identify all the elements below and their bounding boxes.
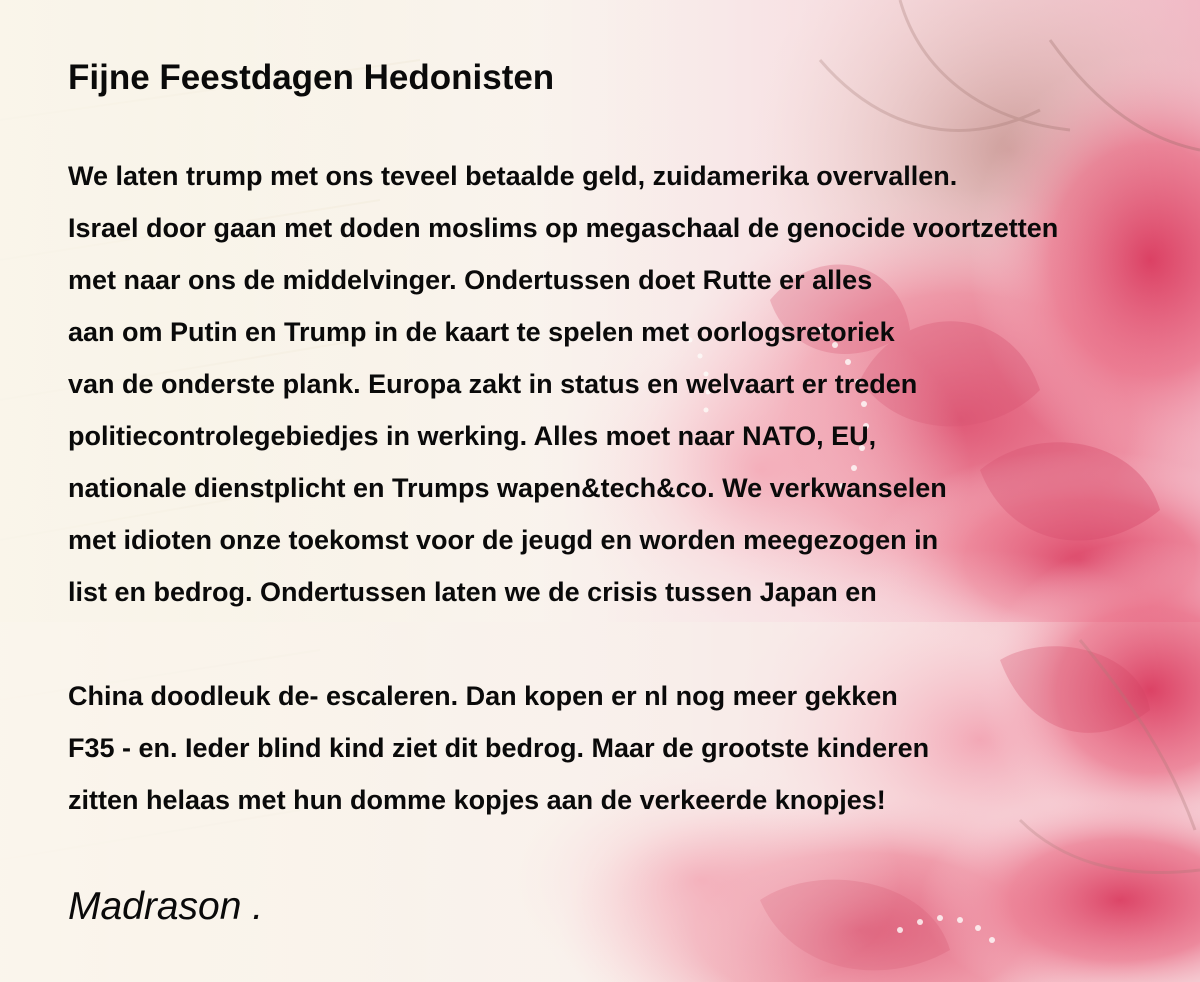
poem-line: aan om Putin en Trump in de kaart te spelen met oorlogsretoriek (68, 317, 895, 347)
poem-stanza (68, 670, 929, 826)
poem-line: Israel door gaan met doden moslims op megaschaal de genocide voortzetten (68, 213, 1059, 243)
poem-line: van de onderste plank. Europa zakt in status en welvaart er treden (68, 369, 918, 399)
poem-line: met naar ons de middelvinger. Ondertussen doet Rutte er alles (68, 265, 873, 295)
poem-author: Madrason . (68, 885, 264, 928)
poem-line: We laten trump met ons teveel betaalde geld, zuidamerika overvallen. (68, 161, 958, 191)
poem-line: F35 - en. Ieder blind kind ziet dit bedrog. Maar de grootste kinderen (68, 733, 930, 763)
poem-line: list en bedrog. Ondertussen laten we de crisis tussen Japan en (68, 577, 877, 607)
poem-line: met idioten onze toekomst voor de jeugd en worden meegezogen in (68, 525, 939, 555)
poem-line: zitten helaas met hun domme kopjes aan de verkeerde knopjes! (68, 785, 886, 815)
poem-line: China doodleuk de- escaleren. Dan kopen er nl nog meer gekken (68, 681, 898, 711)
poem-line: politiecontrolegebiedjes in werking. Alles moet naar NATO, EU, (68, 421, 877, 451)
poem-line: nationale dienstplicht en Trumps wapen&tech&co. We verkwanselen (68, 473, 947, 503)
poem-stanza (68, 150, 1058, 618)
poem-title: Fijne Feestdagen Hedonisten (68, 58, 555, 97)
